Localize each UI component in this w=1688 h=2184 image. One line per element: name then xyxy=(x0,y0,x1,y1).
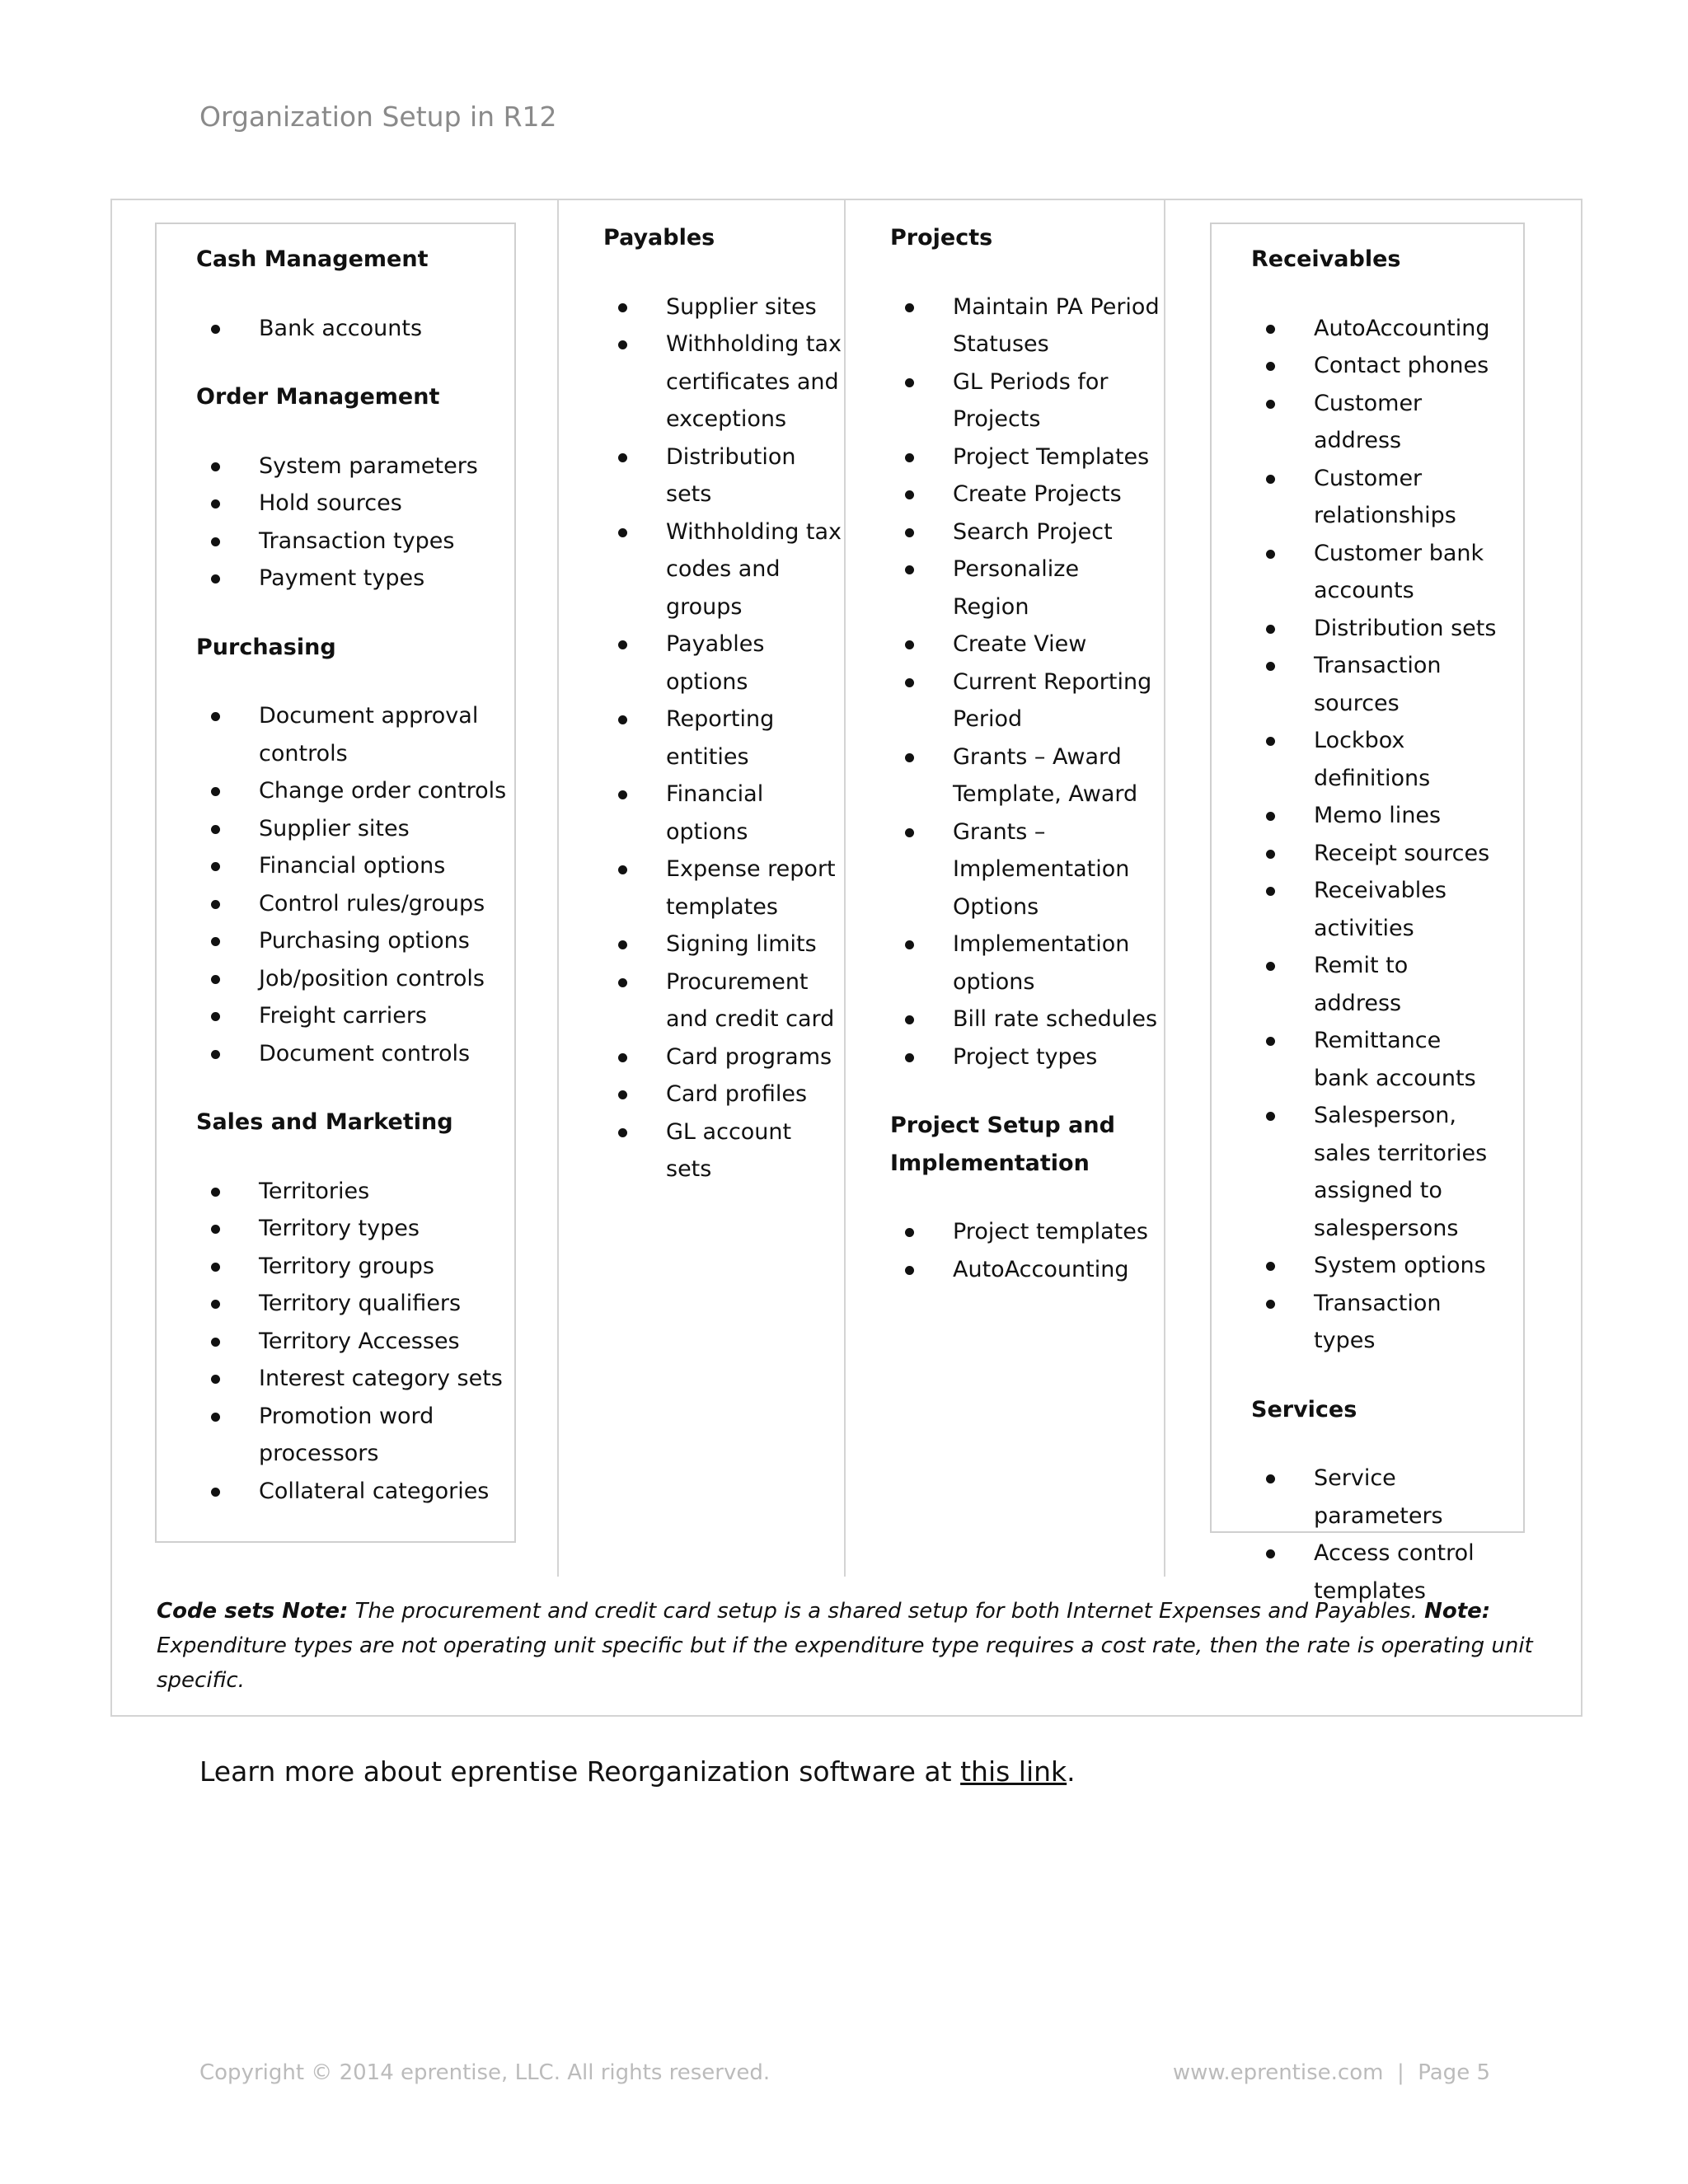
list-item: Lockbox definitions xyxy=(1251,722,1498,797)
list-item: Memo lines xyxy=(1251,797,1498,835)
list-item: Hold sources xyxy=(196,485,509,523)
list-item: Procurement and credit card xyxy=(603,963,842,1038)
section-title: Sales and Marketing xyxy=(196,1109,453,1135)
list-item: Remit to address xyxy=(1251,947,1498,1022)
note-text-1: The procurement and credit card setup is a shared setup for both Internet Expenses and Payables. xyxy=(348,1599,1425,1624)
section-title: Payables xyxy=(603,225,715,251)
list-item: AutoAccounting xyxy=(1251,310,1498,348)
list-item: Grants – Implementation Options xyxy=(890,813,1162,926)
list-item: Signing limits xyxy=(603,926,842,963)
setup-note xyxy=(157,1594,1541,1698)
section-list xyxy=(196,1173,509,1511)
learn-more-suffix: . xyxy=(1067,1755,1076,1788)
list-item: Freight carriers xyxy=(196,997,509,1035)
section-list xyxy=(1251,310,1498,1360)
list-item: Project types xyxy=(890,1038,1162,1076)
list-item: Implementation options xyxy=(890,926,1162,1001)
section-list xyxy=(603,288,842,1188)
list-item: Grants – Award Template, Award xyxy=(890,738,1162,813)
section-list xyxy=(196,310,509,348)
section-title: Projects xyxy=(890,225,993,251)
column-1 xyxy=(196,241,509,1510)
list-item: Purchasing options xyxy=(196,922,509,960)
list-item: Card profiles xyxy=(603,1076,842,1113)
list-item: Access control templates xyxy=(1251,1535,1498,1610)
section-list xyxy=(1251,1460,1498,1610)
list-item: Payment types xyxy=(196,560,509,598)
list-item: Remittance bank accounts xyxy=(1251,1022,1498,1097)
list-item: Current Reporting Period xyxy=(890,663,1162,738)
list-item: System parameters xyxy=(196,448,509,485)
section-title: Project Setup and Implementation xyxy=(890,1113,1115,1176)
column-4 xyxy=(1251,241,1498,1610)
list-item: Interest category sets xyxy=(196,1360,509,1398)
list-item: Supplier sites xyxy=(196,810,509,848)
this-link[interactable]: this link xyxy=(960,1755,1067,1788)
list-item: Territory Accesses xyxy=(196,1323,509,1361)
list-item: Salesperson, sales territories assigned to salespersons xyxy=(1251,1097,1498,1247)
note-label: Note: xyxy=(1424,1599,1491,1624)
list-item: Document approval controls xyxy=(196,697,509,772)
section-title: Purchasing xyxy=(196,634,336,660)
list-item: Receivables activities xyxy=(1251,872,1498,947)
section-list xyxy=(890,1213,1162,1288)
list-item: Bill rate schedules xyxy=(890,1001,1162,1038)
list-item: AutoAccounting xyxy=(890,1251,1162,1289)
list-item: Promotion word processors xyxy=(196,1398,509,1473)
list-item: Financial options xyxy=(603,776,842,851)
list-item: Search Project xyxy=(890,513,1162,551)
list-item: Receipt sources xyxy=(1251,835,1498,873)
footer-site-page: www.eprentise.com | Page 5 xyxy=(1172,2060,1490,2085)
page-header-title: Organization Setup in R12 xyxy=(199,101,557,133)
list-item: Control rules/groups xyxy=(196,885,509,923)
list-item: Personalize Region xyxy=(890,551,1162,626)
list-item: System options xyxy=(1251,1247,1498,1285)
section-list xyxy=(196,448,509,598)
list-item: Project Templates xyxy=(890,438,1162,476)
list-item: Collateral categories xyxy=(196,1473,509,1511)
list-item: Distribution sets xyxy=(1251,610,1498,648)
list-item: Territories xyxy=(196,1173,509,1211)
section-title: Services xyxy=(1251,1396,1357,1422)
list-item: Supplier sites xyxy=(603,288,842,326)
note-text-2: Expenditure types are not operating unit specific but if the expenditure type requires a cost rate, then the rate is operating unit specific. xyxy=(157,1633,1533,1693)
section-title: Cash Management xyxy=(196,246,429,272)
list-item: Withholding tax codes and groups xyxy=(603,513,842,626)
list-item: GL Periods for Projects xyxy=(890,363,1162,438)
list-item: Contact phones xyxy=(1251,347,1498,385)
list-item: Transaction types xyxy=(196,523,509,560)
learn-more-prefix: Learn more about eprentise Reorganization software at xyxy=(199,1755,961,1788)
list-item: Territory types xyxy=(196,1210,509,1248)
list-item: GL account sets xyxy=(603,1113,842,1188)
list-item: Customer bank accounts xyxy=(1251,535,1498,610)
list-item: Customer address xyxy=(1251,385,1498,460)
column-2 xyxy=(603,219,842,1188)
section-list xyxy=(890,288,1162,1076)
list-item: Reporting entities xyxy=(603,701,842,776)
list-item: Service parameters xyxy=(1251,1460,1498,1535)
section-list xyxy=(196,697,509,1072)
list-item: Job/position controls xyxy=(196,960,509,998)
footer-copyright: Copyright © 2014 eprentise, LLC. All rights reserved. xyxy=(199,2060,771,2085)
list-item: Transaction types xyxy=(1251,1285,1498,1360)
list-item: Territory groups xyxy=(196,1248,509,1286)
list-item: Change order controls xyxy=(196,772,509,810)
learn-more-line xyxy=(199,1755,1076,1788)
list-item: Project templates xyxy=(890,1213,1162,1251)
list-item: Maintain PA Period Statuses xyxy=(890,288,1162,363)
note-label-code-sets: Code sets Note: xyxy=(157,1599,349,1624)
column-divider-1 xyxy=(557,199,559,1577)
column-divider-3 xyxy=(1164,199,1165,1577)
list-item: Distribution sets xyxy=(603,438,842,513)
list-item: Document controls xyxy=(196,1035,509,1073)
section-title: Receivables xyxy=(1251,246,1401,272)
list-item: Withholding tax certificates and exceptions xyxy=(603,326,842,438)
list-item: Expense report templates xyxy=(603,851,842,926)
section-title: Order Management xyxy=(196,384,440,410)
column-3 xyxy=(890,219,1162,1288)
list-item: Bank accounts xyxy=(196,310,509,348)
list-item: Card programs xyxy=(603,1038,842,1076)
list-item: Transaction sources xyxy=(1251,647,1498,722)
list-item: Payables options xyxy=(603,626,842,701)
list-item: Territory qualifiers xyxy=(196,1285,509,1323)
list-item: Customer relationships xyxy=(1251,460,1498,535)
list-item: Create Projects xyxy=(890,476,1162,513)
list-item: Financial options xyxy=(196,847,509,885)
list-item: Create View xyxy=(890,626,1162,663)
column-divider-2 xyxy=(844,199,846,1577)
